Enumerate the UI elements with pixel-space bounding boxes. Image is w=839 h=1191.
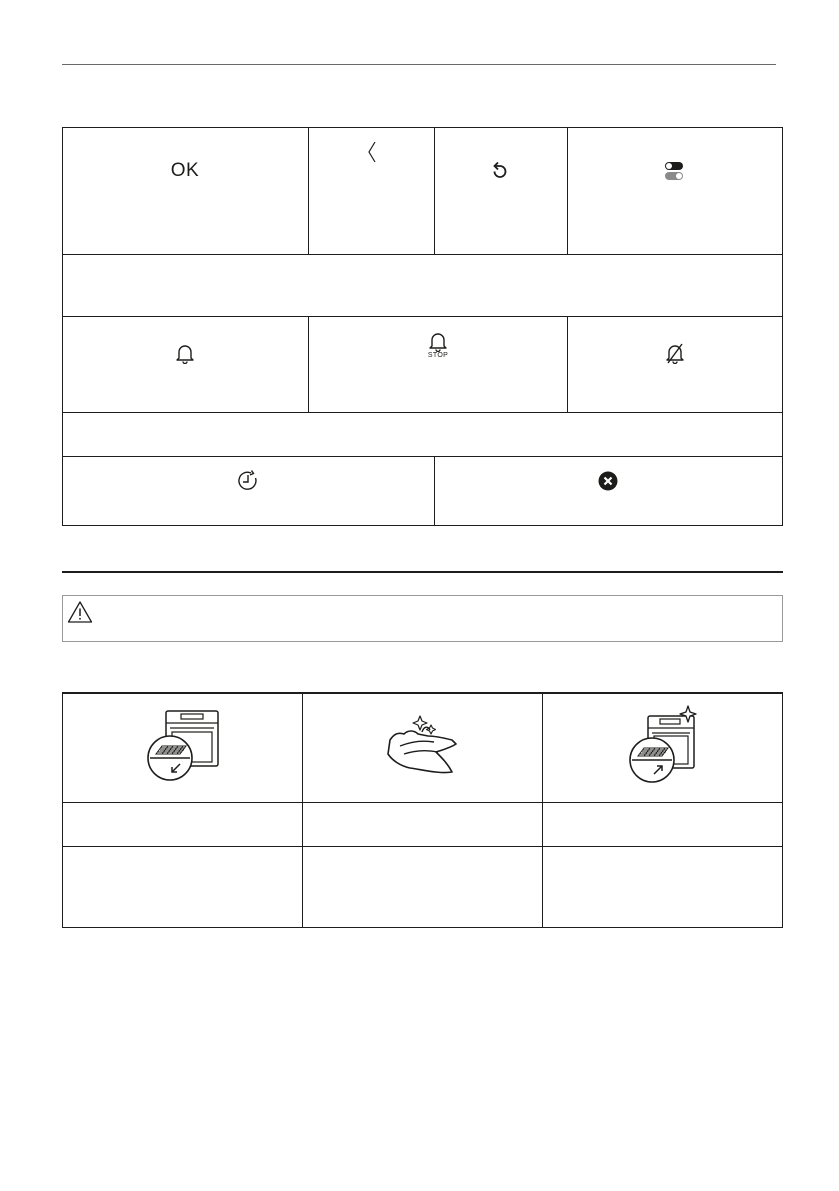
table-divider bbox=[62, 456, 783, 457]
table-divider bbox=[62, 802, 783, 803]
warning-triangle-icon bbox=[66, 599, 94, 625]
bell-icon bbox=[172, 340, 198, 366]
section-rule bbox=[62, 571, 783, 573]
toggle-switch-icon bbox=[661, 160, 687, 182]
table-divider bbox=[62, 254, 783, 255]
table-divider bbox=[567, 316, 568, 412]
bell-off-icon bbox=[662, 340, 688, 366]
hand-cleaning-sparkle-icon bbox=[380, 710, 464, 780]
table-divider bbox=[302, 692, 303, 928]
table-divider bbox=[542, 692, 543, 928]
table-divider bbox=[62, 316, 783, 317]
timer-clock-icon bbox=[234, 468, 262, 494]
bell-stop-icon bbox=[420, 327, 456, 361]
oven-shelf-insert-icon bbox=[622, 704, 706, 786]
stop-label: STOP bbox=[427, 351, 449, 359]
table-divider bbox=[567, 127, 568, 254]
undo-arrow-icon bbox=[486, 158, 512, 184]
page-header-rule bbox=[62, 64, 776, 65]
table-divider bbox=[308, 127, 309, 254]
ok-icon bbox=[160, 158, 210, 184]
oven-shelf-remove-icon bbox=[140, 706, 224, 786]
chevron-left-icon bbox=[362, 140, 382, 164]
table-divider bbox=[62, 412, 783, 413]
warning-box bbox=[62, 595, 783, 642]
table-divider bbox=[434, 456, 435, 526]
table-divider bbox=[62, 846, 783, 847]
table-divider bbox=[434, 127, 435, 254]
cancel-circle-x-icon bbox=[595, 468, 621, 494]
ok-label: OK bbox=[170, 160, 200, 181]
table-divider bbox=[308, 316, 309, 412]
